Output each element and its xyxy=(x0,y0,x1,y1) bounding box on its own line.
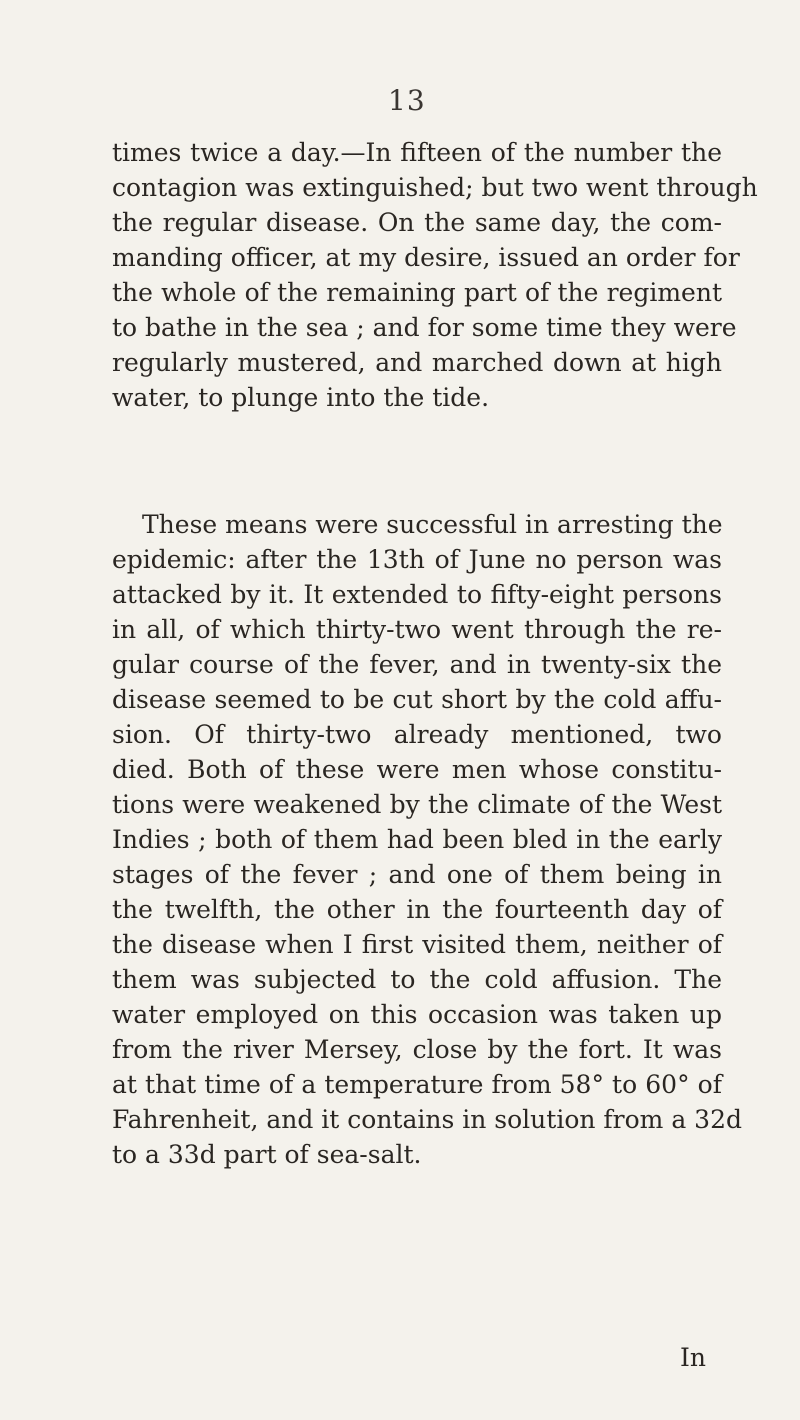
text-line: the regular disease. On the same day, the com- xyxy=(112,208,722,237)
text-line: died. Both of these were men whose constitu- xyxy=(112,755,722,784)
text-line: gular course of the fever, and in twenty-six the xyxy=(112,650,722,679)
page-number: 13 xyxy=(388,84,426,117)
paragraph-2 xyxy=(112,507,742,1172)
text-line: epidemic: after the 13th of June no person was xyxy=(112,545,722,574)
text-line: disease seemed to be cut short by the cold affu- xyxy=(112,685,722,714)
text-line: Indies ; both of them had been bled in the early xyxy=(112,825,722,854)
text-line: water employed on this occasion was taken up xyxy=(112,1000,722,1029)
text-line: Fahrenheit, and it contains in solution from a 32d xyxy=(112,1105,742,1134)
text-line: contagion was extinguished; but two went through xyxy=(112,173,758,202)
text-line: stages of the fever ; and one of them being in xyxy=(112,860,722,889)
text-line: to bathe in the sea ; and for some time they were xyxy=(112,313,737,342)
text-line: water, to plunge into the tide. xyxy=(112,383,490,412)
text-line: attacked by it. It extended to fifty-eight persons xyxy=(112,580,722,609)
paragraph-1 xyxy=(112,135,758,415)
text-line: in all, of which thirty-two went through the re- xyxy=(112,615,722,644)
text-line: the disease when I first visited them, neither of xyxy=(112,930,722,959)
text-line: from the river Mersey, close by the fort. It was xyxy=(112,1035,722,1064)
catchword: In xyxy=(680,1343,706,1372)
text-line: tions were weakened by the climate of the West xyxy=(112,790,722,819)
text-line: them was subjected to the cold affusion. The xyxy=(112,965,722,994)
text-line: at that time of a temperature from 58° to 60° of xyxy=(112,1070,722,1099)
text-line: times twice a day.—In fifteen of the number the xyxy=(112,138,722,167)
text-line: manding officer, at my desire, issued an order for xyxy=(112,243,740,272)
text-line: the whole of the remaining part of the regiment xyxy=(112,278,722,307)
text-line: These means were successful in arresting the xyxy=(142,510,723,539)
text-line: to a 33d part of sea-salt. xyxy=(112,1140,422,1169)
text-line: regularly mustered, and marched down at high xyxy=(112,348,722,377)
text-line: the twelfth, the other in the fourteenth day of xyxy=(112,895,722,924)
text-line: sion. Of thirty-two already mentioned, two xyxy=(112,720,722,749)
